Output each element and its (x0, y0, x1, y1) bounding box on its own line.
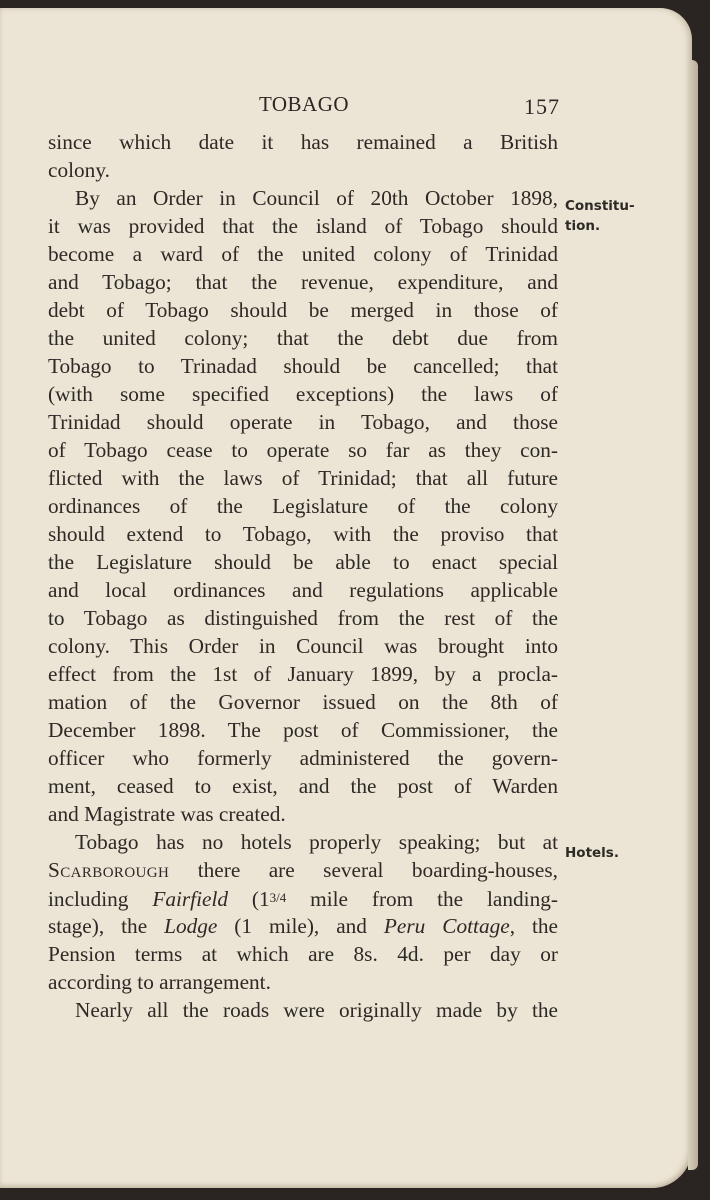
text-line: and Magistrate was created. (48, 802, 286, 826)
place-name: Scarborough (48, 858, 170, 882)
page-edge (688, 60, 698, 1170)
page-number: 157 (524, 94, 560, 119)
text-line: and Tobago; that the revenue, expenditure, and (48, 270, 558, 294)
margin-note-line: tion. (565, 218, 601, 234)
text-span: , the (509, 914, 558, 938)
text-line: colony. This Order in Council was brought into (48, 634, 558, 658)
text-line: December 1898. The post of Commissioner, the (48, 718, 558, 742)
fraction: 3/4 (269, 890, 287, 905)
text-line: mation of the Governor issued on the 8th of (48, 690, 558, 714)
text-line: become a ward of the united colony of Trinidad (48, 242, 558, 266)
text-line: Pension terms at which are 8s. 4d. per day or (48, 942, 558, 966)
body-text (48, 128, 558, 1024)
text-line: ment, ceased to exist, and the post of Warden (48, 774, 558, 798)
text-line: Nearly all the roads were originally made by the (75, 998, 558, 1022)
text-line: officer who formerly administered the govern- (48, 746, 558, 770)
text-span: (1 (228, 887, 270, 911)
margin-note-line: Constitu- (565, 198, 635, 214)
page-header (48, 92, 560, 124)
text-line: Tobago to Trinadad should be cancelled; that (48, 354, 558, 378)
text-span: stage), the (48, 914, 165, 938)
text-line (48, 856, 558, 884)
text-line: effect from the 1st of January 1899, by a procla- (48, 662, 558, 686)
text-line: debt of Tobago should be merged in those of (48, 298, 558, 322)
text-span: mile from the landing- (286, 887, 558, 911)
text-line: of Tobago cease to operate so far as they con- (48, 438, 558, 462)
text-line: Trinidad should operate in Tobago, and those (48, 410, 558, 434)
italic-name: Fairfield (152, 887, 229, 911)
text-line: it was provided that the island of Tobago should (48, 214, 558, 238)
text-line (48, 884, 558, 912)
text-line: (with some specified exceptions) the laws of (48, 382, 558, 406)
margin-note-hotels: Hotels. (565, 845, 619, 861)
text-line: the united colony; that the debt due from (48, 326, 558, 350)
italic-name: Lodge (164, 914, 218, 938)
text-line: flicted with the laws of Trinidad; that all future (48, 466, 558, 490)
text-line: colony. (48, 158, 110, 182)
text-span: (1 mile), and (217, 914, 384, 938)
text-line: according to arrangement. (48, 970, 271, 994)
text-line: should extend to Tobago, with the proviso that (48, 522, 558, 546)
italic-name: Peru Cottage (383, 914, 510, 938)
text-span: including (48, 887, 153, 911)
text-span: there are several boarding-houses, (169, 858, 558, 882)
text-line: to Tobago as distinguished from the rest of the (48, 606, 558, 630)
book-page (0, 8, 692, 1188)
text-line: since which date it has remained a British (48, 130, 558, 154)
text-line: and local ordinances and regulations applicable (48, 578, 558, 602)
text-line: By an Order in Council of 20th October 1898, (75, 186, 558, 210)
text-line (48, 912, 558, 940)
text-line: Tobago has no hotels properly speaking; but at (75, 830, 558, 854)
text-line: the Legislature should be able to enact special (48, 550, 558, 574)
text-line: ordinances of the Legislature of the colony (48, 494, 558, 518)
running-head: TOBAGO (258, 92, 350, 116)
margin-note-constitution (565, 196, 635, 236)
